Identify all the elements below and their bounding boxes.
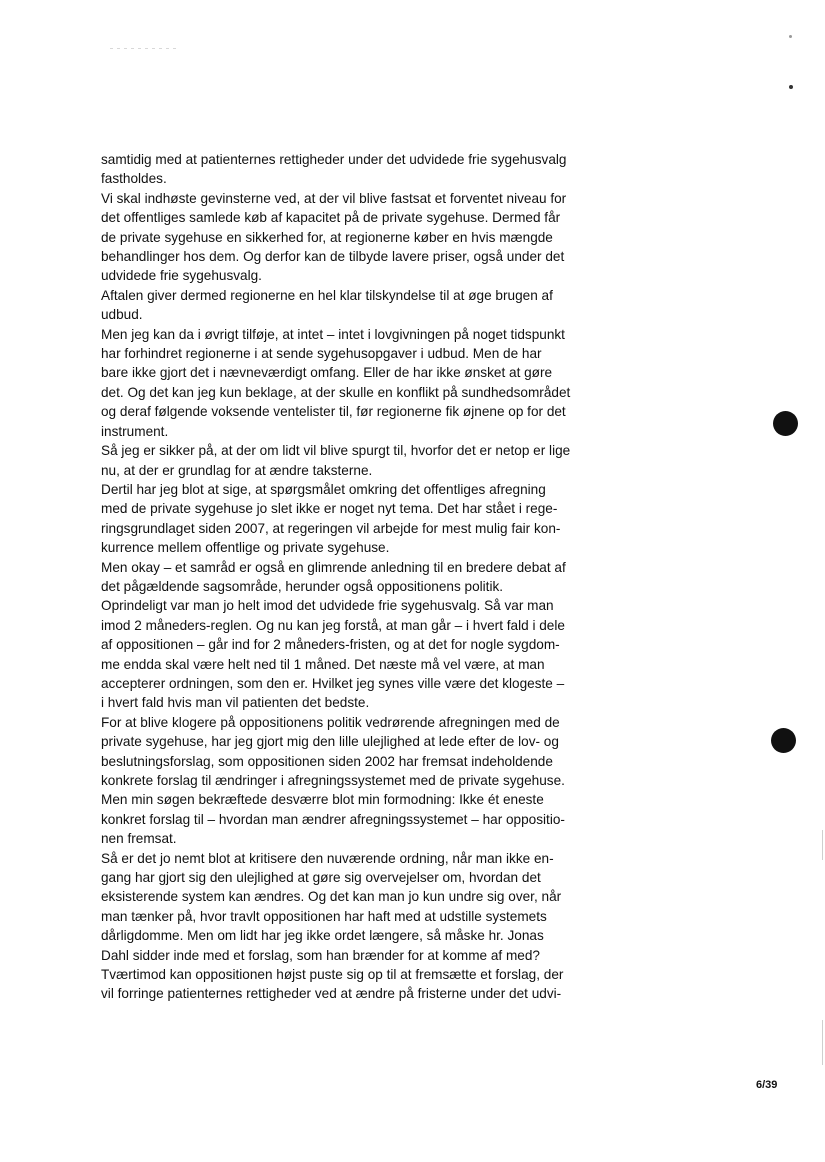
page-number: 6/39	[756, 1079, 778, 1091]
scan-edge-line	[822, 830, 823, 860]
punch-hole	[771, 728, 796, 753]
paragraph: Oprindeligt var man jo helt imod det udvidede frie sygehusvalg. Så var man imod 2 måneders-reglen. Og nu kan jeg forstå, at man går – i hvert fald i dele af oppositionen – går ind for 2 måneders-fristen, og at det for nogle sygdom- me endda skal være helt ned til 1 måned. Det næste må vel være, at man accepterer ordningen, som den er. Hvilket jeg synes ville være det klogeste – i hvert fald hvis man vil patienten det bedste.	[101, 598, 565, 711]
paragraph: samtidig med at patienternes rettigheder under det udvidede frie sygehusvalg fastholdes.	[101, 152, 567, 187]
paragraph: For at blive klogere på oppositionens politik vedrørende afregningen med de private sygehuse, har jeg gjort mig den lille ulejlighed at lede efter de lov- og beslutningsforslag, som oppositionen siden 2002 har fremsat indeholdende konkrete forslag til ændringer i afregningssystemet med de private sygehuse.	[101, 714, 565, 788]
paragraph: Men min søgen bekræftede desværre blot min formodning: Ikke ét eneste konkret forslag til – hvordan man ændrer afregningssystemet – har oppositio- nen fremsat.	[101, 792, 565, 847]
paragraph: Vi skal indhøste gevinsterne ved, at der vil blive fastsat et forventet niveau for det offentliges samlede køb af kapacitet på de private sygehuse. Dermed får de private sygehuse en sikkerhed for, at regionerne køber en hvis mængde behandlinger hos dem. Og derfor kan de tilbyde lavere priser, også under det udvidede frie sygehusvalg.	[101, 190, 567, 284]
paragraph: Men okay – et samråd er også en glimrende anledning til en bredere debat af det pågældende sagsområde, herunder også oppositionens politik.	[101, 559, 566, 594]
paragraph: Tværtimod kan oppositionen højst puste sig op til at fremsætte et forslag, der vil forringe patienternes rettigheder ved at ændre på fristerne under det udvi-	[101, 967, 564, 1002]
punch-hole	[773, 411, 798, 436]
paragraph: Dertil har jeg blot at sige, at spørgsmålet omkring det offentliges afregning med de private sygehuse jo slet ikke er noget nyt tema. Det har stået i rege- ringsgrundlaget siden 2007, at regeringen vil arbejde for mest mulig fair kon- kurrence mellem offentlige og private sygehuse.	[101, 481, 561, 556]
scan-header-smudge	[110, 48, 180, 49]
paragraph: Aftalen giver dermed regionerne en hel klar tilskyndelse til at øge brugen af udbud.	[101, 287, 553, 323]
paragraph: Men jeg kan da i øvrigt tilføje, at intet – intet i lovgivningen på noget tidspunkt har forhindret regionerne i at sende sygehusopgaver i udbud. Men de har bare ikke gjort det i nævneværdigt omfang. Eller de har ikke ønsket at gøre det. Og det kan jeg kun beklage, at der skulle en konflikt på sundhedsområdet og deraf følgende voksende ventelister til, før regionerne fik øjnene op for det instrument.	[101, 326, 571, 439]
scan-edge-line	[822, 1020, 823, 1065]
paragraph: Så er det jo nemt blot at kritisere den nuværende ordning, når man ikke en- gang har gjort sig den ulejlighed at gøre sig overvejelser om, hvordan det eksisterende system kan ændres. Og det kan man jo kun undre sig over, når man tænker på, hvor travlt oppositionen har haft med at udstille systemets dårligdomme. Men om lidt har jeg ikke ordet længere, så måske hr. Jonas Dahl sidder inde med et forslag, som han brænder for at komme af med?	[101, 850, 562, 963]
document-body	[101, 150, 591, 1004]
scan-speck	[789, 85, 793, 89]
scan-speck	[789, 35, 792, 38]
paragraph: Så jeg er sikker på, at der om lidt vil blive spurgt til, hvorfor det er netop er lige nu, at der er grundlag for at ændre taksterne.	[101, 443, 571, 478]
